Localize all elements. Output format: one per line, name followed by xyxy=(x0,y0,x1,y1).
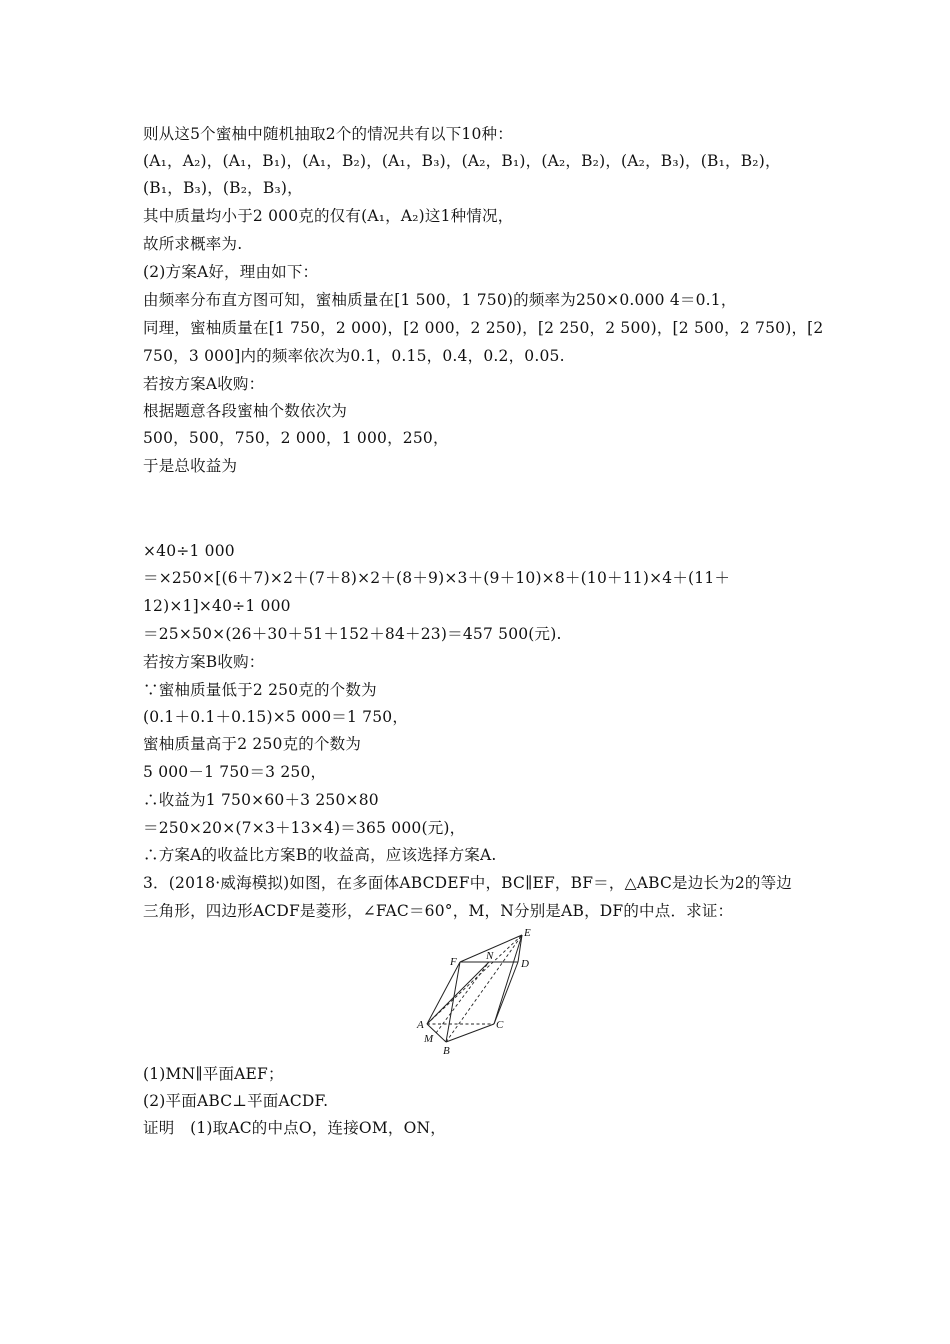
text-line: 由频率分布直方图可知，蜜柚质量在[1 500，1 750)的频率为250×0.000 4＝0.1， xyxy=(143,291,737,309)
vertex-label-b: B xyxy=(443,1045,450,1057)
text-line: (A₁，A₂)，(A₁，B₁)，(A₁，B₂)，(A₁，B₃)，(A₂，B₁)，(A₂，B₂)，(A₂，B₃)，(B₁，B₂)， xyxy=(143,152,781,170)
text-line: (1)MN∥平面AEF； xyxy=(143,1065,284,1083)
text-line: 三角形，四边形ACDF是菱形，∠FAC＝60°，M，N分别是AB，DF的中点．求证： xyxy=(143,902,734,920)
text-line: 则从这5个蜜柚中随机抽取2个的情况共有以下10种： xyxy=(143,125,513,143)
text-line: ＝250×20×(7×3＋13×4)＝365 000(元)， xyxy=(143,819,466,837)
vertex-label-f: F xyxy=(450,956,457,968)
vertex-label-m: M xyxy=(424,1033,434,1045)
text-line: (2)平面ABC⊥平面ACDF. xyxy=(143,1092,329,1110)
text-line: (2)方案A好，理由如下： xyxy=(143,263,319,281)
text-line: ×40÷1 000 xyxy=(143,542,235,560)
text-line: 蜜柚质量高于2 250克的个数为 xyxy=(143,735,362,753)
text-line: ∴收益为1 750×60＋3 250×80 xyxy=(143,791,379,809)
vertex-label-n: N xyxy=(486,950,494,962)
vertex-label-d: D xyxy=(521,958,529,970)
vertex-label-e: E xyxy=(524,927,531,939)
text-line: ∵蜜柚质量低于2 250克的个数为 xyxy=(143,681,377,699)
text-line: 于是总收益为 xyxy=(143,457,238,475)
polyhedron-figure xyxy=(410,925,550,1060)
text-line: ∴方案A的收益比方案B的收益高，应该选择方案A. xyxy=(143,846,497,864)
text-line: 3．(2018·威海模拟)如图，在多面体ABCDEF中，BC∥EF，BF＝，△ABC是边长为2的等边 xyxy=(143,874,792,892)
text-line: 根据题意各段蜜柚个数依次为 xyxy=(143,402,348,420)
text-line: 12)×1]×40÷1 000 xyxy=(143,597,291,615)
vertex-label-a: A xyxy=(417,1019,424,1031)
text-line: 故所求概率为. xyxy=(143,235,243,253)
text-line: 证明 (1)取AC的中点O，连接OM，ON， xyxy=(143,1119,446,1137)
text-line: 5 000－1 750＝3 250， xyxy=(143,763,327,781)
text-line: (0.1＋0.1＋0.15)×5 000＝1 750， xyxy=(143,708,409,726)
text-line: (B₁，B₃)，(B₂，B₃)， xyxy=(143,179,303,197)
text-line: 500，500，750，2 000，1 000，250， xyxy=(143,429,449,447)
text-line: 若按方案A收购： xyxy=(143,375,265,393)
text-line: 若按方案B收购： xyxy=(143,653,265,671)
vertex-label-c: C xyxy=(496,1019,504,1031)
text-line: 同理，蜜柚质量在[1 750，2 000)，[2 000，2 250)，[2 250，2 500)，[2 500，2 750)，[2 xyxy=(143,319,824,337)
text-line: 750，3 000]内的频率依次为0.1，0.15，0.4，0.2，0.05. xyxy=(143,347,565,365)
text-line: ＝25×50×(26＋30＋51＋152＋84＋23)＝457 500(元). xyxy=(143,625,562,643)
text-line: 其中质量均小于2 000克的仅有(A₁，A₂)这1种情况， xyxy=(143,207,514,225)
text-line: ＝×250×[(6＋7)×2＋(7＋8)×2＋(8＋9)×3＋(9＋10)×8＋(10＋11)×4＋(11＋ xyxy=(143,569,731,587)
